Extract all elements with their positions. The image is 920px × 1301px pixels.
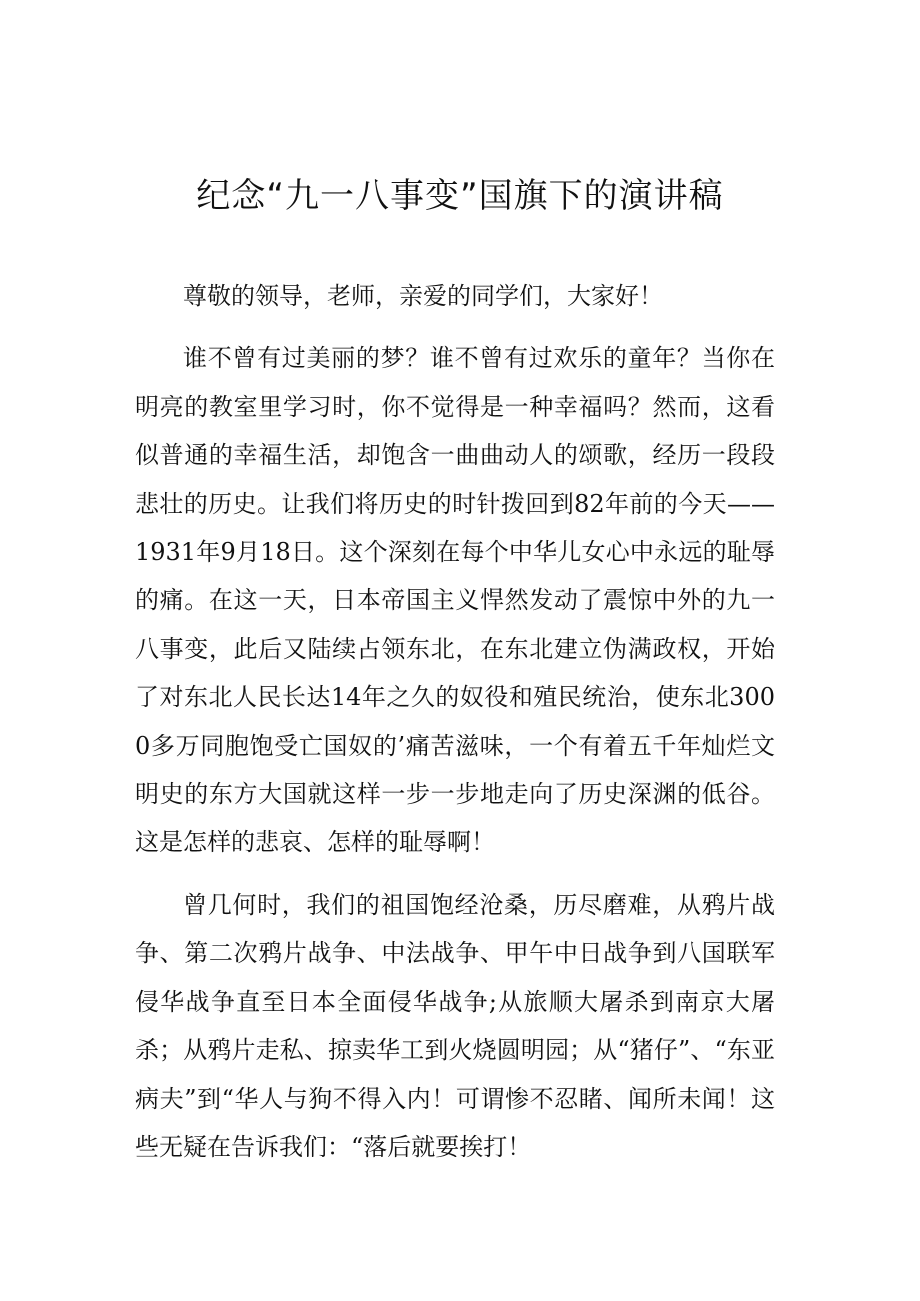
paragraph-history: 谁不曾有过美丽的梦？谁不曾有过欢乐的童年？当你在明亮的教室里学习时，你不觉得是一种幸福吗？然而，这看似普通的幸福生活，却饱含一曲曲动人的颂歌，经历一段段悲壮的历史。让我们将历史的时针拨回到82年前的今天——1931年9月18日。这个深刻在每个中华儿女心中永远的耻辱的痛。在这一天，日本帝国主义悍然发动了震惊中外的九一八事变，此后又陆续占领东北，在东北建立伪满政权，开始了对东北人民长达14年之久的奴役和殖民统治，使东北3000多万同胞饱受亡国奴的’痛苦滋味，一个有着五千年灿烂文明史的东方大国就这样一步一步地走向了历史深渊的低谷。这是怎样的悲哀、怎样的耻辱啊！ — [135, 344, 775, 857]
document-body — [135, 272, 775, 1171]
document-title: 纪念“九一八事变”国旗下的演讲稿 — [196, 176, 724, 216]
paragraph-greeting: 尊敬的领导，老师，亲爱的同学们，大家好！ — [183, 282, 663, 310]
paragraph-wars: 曾几何时，我们的祖国饱经沧桑，历尽磨难，从鸦片战争、第二次鸦片战争、中法战争、甲午中日战争到八国联军侵华战争直至日本全面侵华战争;从旅顺大屠杀到南京大屠杀；从鸦片走私、掠卖华工到火烧圆明园；从“猪仔”、“东亚病夫”到“华人与狗不得入内！可谓惨不忍睹、闻所未闻！这些无疑在告诉我们：“落后就要挨打！ — [135, 890, 775, 1161]
